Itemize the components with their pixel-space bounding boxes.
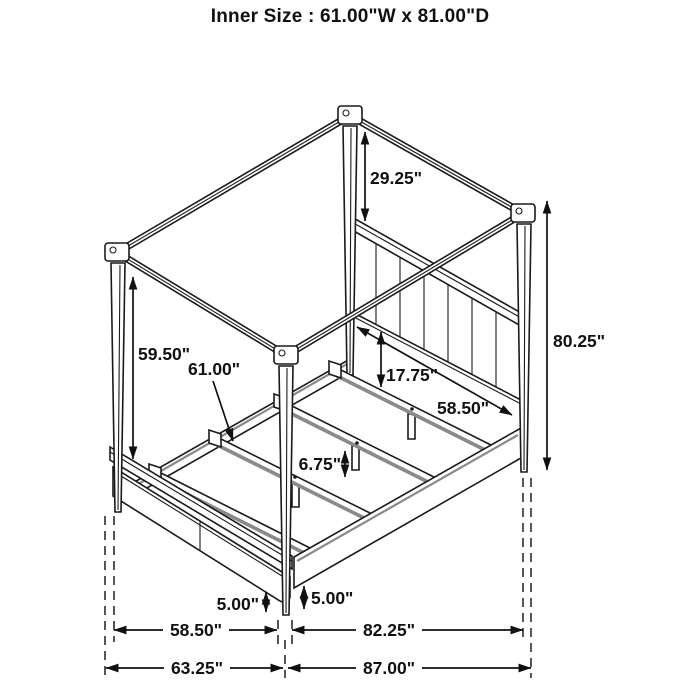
dim-footboard-clearance: 5.00" xyxy=(216,594,259,614)
back-post xyxy=(343,126,357,375)
dim-headboard-width: 58.50" xyxy=(437,398,490,418)
inner-size-title: Inner Size : 61.00"W x 81.00"D xyxy=(210,6,490,27)
dim-inner-depth: 82.25" xyxy=(362,620,416,640)
dim-post-height: 80.25" xyxy=(553,331,606,351)
dim-side-rail-clearance: 5.00" xyxy=(311,588,354,608)
dim-headboard-clearance: 17.75" xyxy=(386,365,439,385)
dim-row-outer xyxy=(106,658,531,678)
dim-outer-depth: 87.00" xyxy=(362,658,416,678)
dim-slat-length: 61.00" xyxy=(188,359,241,379)
dim-canopy-drop: 29.25" xyxy=(370,168,423,188)
dim-row-inner xyxy=(114,620,523,640)
dim-inner-width: 58.50" xyxy=(169,620,223,640)
dim-slat-leg-height: 6.75" xyxy=(298,454,341,474)
right-side-rail xyxy=(294,428,521,588)
dim-outer-width: 63.25" xyxy=(170,658,224,678)
dim-canopy-clearance: 59.50" xyxy=(138,344,191,364)
